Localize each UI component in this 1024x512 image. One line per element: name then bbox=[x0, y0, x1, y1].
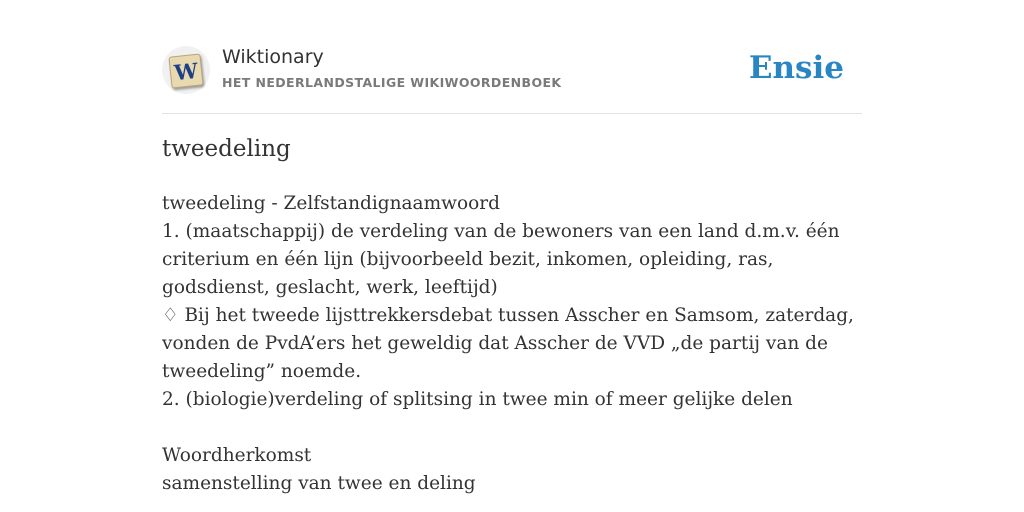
entry-content bbox=[162, 190, 872, 498]
etymology-heading: Woordherkomst bbox=[162, 445, 312, 466]
definition-1: 1. (maatschappij) de verdeling van de bewoners van een land d.m.v. één criterium en één lijn (bijvoorbeeld bezit, inkomen, opleiding, ras, godsdienst, geslacht, werk, leeftijd) bbox=[162, 221, 840, 298]
site-header bbox=[162, 46, 862, 96]
wiktionary-logo-icon[interactable] bbox=[162, 46, 210, 94]
spacer bbox=[162, 414, 872, 442]
entry-title: tweedeling bbox=[162, 136, 291, 162]
site-title[interactable]: Wiktionary bbox=[222, 46, 324, 68]
part-of-speech: tweedeling - Zelfstandignaamwoord bbox=[162, 193, 500, 214]
site-subtitle: HET NEDERLANDSTALIGE WIKIWOORDENBOEK bbox=[222, 75, 562, 90]
ensie-brand-logo[interactable]: Ensie bbox=[748, 50, 844, 86]
logo-letter: W bbox=[173, 57, 200, 86]
header-divider bbox=[162, 113, 862, 114]
example-1: ♢ Bij het tweede lijsttrekkersdebat tussen Asscher en Samsom, zaterdag, vonden de PvdA’ers het geweldig dat Asscher de VVD „de partij van de tweedeling” noemde. bbox=[162, 305, 854, 382]
logo-tile bbox=[168, 53, 203, 88]
definition-2: 2. (biologie)verdeling of splitsing in twee min of meer gelijke delen bbox=[162, 389, 793, 410]
etymology-text: samenstelling van twee en deling bbox=[162, 473, 476, 494]
